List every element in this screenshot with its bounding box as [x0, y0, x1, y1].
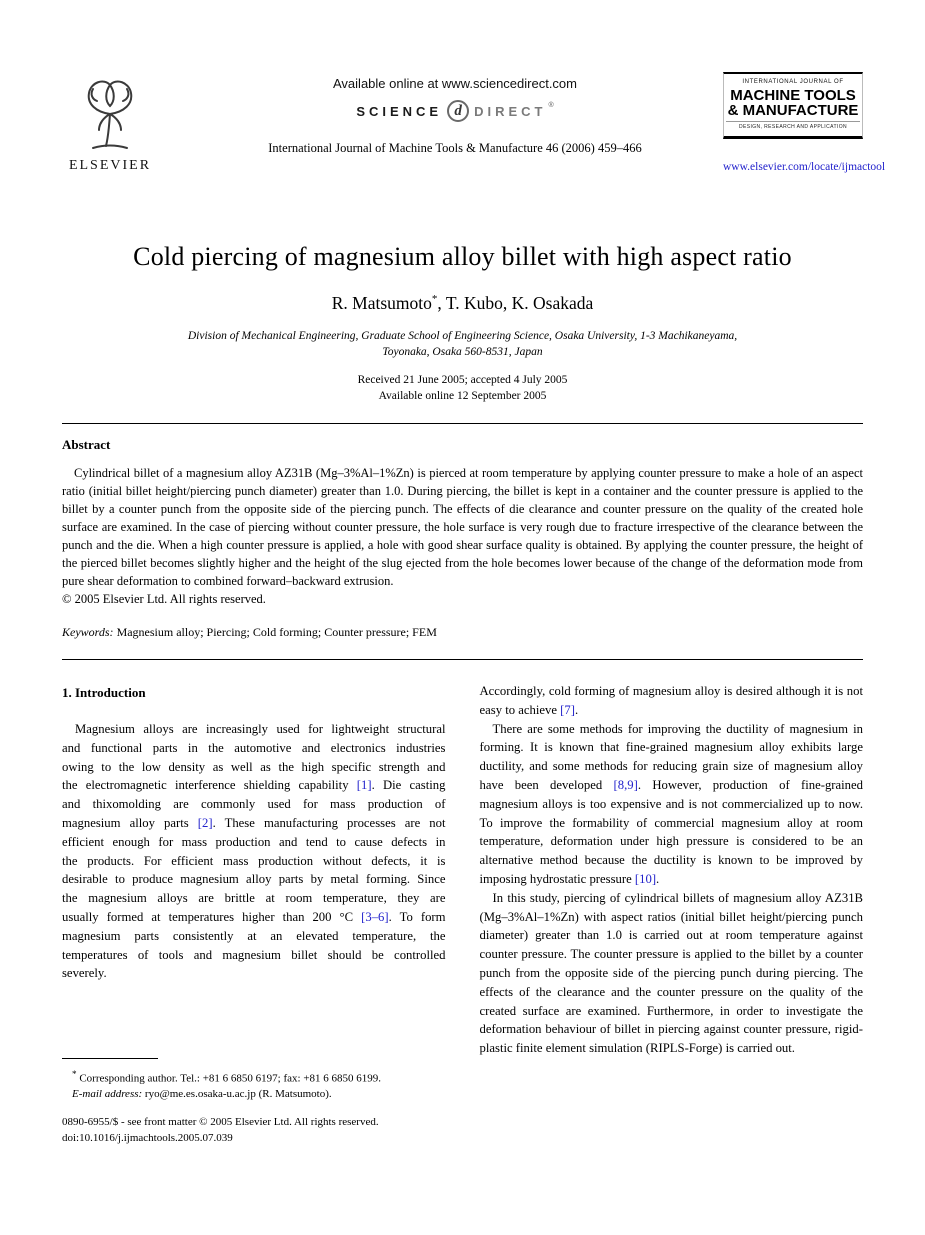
intro-paragraph-2: Accordingly, cold forming of magnesium alloy is desired although it is not easy to achieve [7].	[479, 684, 863, 717]
elsevier-tree-icon	[70, 70, 150, 152]
journal-citation-line: International Journal of Machine Tools & Manufacture 46 (2006) 459–466	[268, 141, 642, 155]
divider-rule-bottom	[62, 659, 863, 660]
available-online-text: Available online at www.sciencedirect.com	[333, 76, 577, 91]
sciencedirect-science-label: SCIENCE	[356, 103, 443, 119]
received-line: Received 21 June 2005; accepted 4 July 2005	[357, 374, 568, 386]
affiliation	[0, 329, 925, 360]
masthead-right	[723, 72, 886, 173]
keywords-text: Magnesium alloy; Piercing; Cold forming; Counter pressure; FEM	[113, 625, 437, 639]
journal-cover-thumbnail	[723, 72, 863, 139]
section-heading-introduction: 1. Introduction	[62, 685, 146, 700]
elsevier-logo	[60, 70, 160, 174]
abstract-copyright: © 2005 Elsevier Ltd. All rights reserved.	[62, 592, 266, 606]
citation-link[interactable]: [10]	[634, 871, 657, 886]
footnote-marker: *	[72, 1069, 77, 1079]
masthead-center	[230, 76, 680, 156]
footnote-corresponding-text: Corresponding author. Tel.: +81 6 6850 6197; fax: +81 6 6850 6199.	[76, 1072, 382, 1085]
authors-line	[0, 293, 925, 314]
intro-paragraph-4: In this study, piercing of cylindrical billets of magnesium alloy AZ31B (Mg–3%Al–1%Zn) with aspect ratios (initial billet height/piercing punch diameter) greater than 1.0 is carried out at room temperature against counter pressure. The counter pressure is applied to the billet by a counter punch from the opposite side of the piercing punch during piercing. The effects of the clearance and the counter pressure on the quality of the created surface are examined. Furthermore, in order to investigate the deformation behaviour of billet in piercing against counter pressure, rigid-plastic finite element simulation (RIPLS-Forge) is carried out.	[479, 890, 863, 1056]
footnote	[62, 1058, 447, 1102]
imprint	[62, 1114, 379, 1146]
journal-homepage-link[interactable]: www.elsevier.com/locate/ijmactool	[723, 161, 886, 173]
abstract-heading: Abstract	[62, 437, 111, 452]
issn-line: 0890-6955/$ - see front matter © 2005 Elsevier Ltd. All rights reserved.	[62, 1116, 379, 1128]
citation-link[interactable]: [3–6]	[361, 909, 389, 924]
author-first: R. Matsumoto	[331, 293, 432, 313]
sciencedirect-direct-label: DIRECT	[474, 103, 547, 119]
masthead	[0, 0, 925, 212]
article-dates	[0, 372, 925, 404]
sciencedirect-d-icon	[447, 100, 469, 122]
sciencedirect-d-letter: d	[454, 102, 462, 119]
left-column	[62, 682, 446, 1058]
right-column	[480, 682, 864, 1058]
available-online-line: Available online 12 September 2005	[378, 390, 547, 402]
corresponding-author-marker: *	[431, 293, 438, 306]
cover-line-manufacture: & MANUFACTURE	[727, 102, 859, 119]
cover-line-tagline: DESIGN, RESEARCH AND APPLICATION	[726, 121, 860, 130]
elsevier-wordmark: ELSEVIER	[68, 158, 152, 173]
keywords-line	[62, 625, 863, 640]
registered-mark-icon: ®	[548, 102, 554, 109]
divider-rule-top	[62, 423, 863, 424]
sciencedirect-logo	[230, 100, 680, 122]
doi-line: doi:10.1016/j.ijmachtools.2005.07.039	[62, 1132, 233, 1144]
affiliation-line-2: Toyonaka, Osaka 560-8531, Japan	[382, 345, 543, 358]
footnote-line-2	[62, 1087, 447, 1102]
email-label: E-mail address:	[72, 1087, 143, 1100]
keywords-label: Keywords:	[62, 625, 114, 639]
citation-link[interactable]: [8,9]	[613, 777, 638, 792]
author-rest: , T. Kubo, K. Osakada	[437, 293, 594, 313]
affiliation-line-1: Division of Mechanical Engineering, Graduate School of Engineering Science, Osaka University, 1-3 Machikaneyama,	[187, 330, 738, 342]
body-columns	[62, 682, 863, 1058]
article-title: Cold piercing of magnesium alloy billet with high aspect ratio	[133, 242, 792, 271]
intro-paragraph-1: Magnesium alloys are increasingly used for lightweight structural and functional parts in the automotive and electronics industries owing to the low density as well as the high specific strength and the electromagnetic interference shielding capability [1]. Die casting and thixomolding are commonly used for mass production of magnesium alloy parts [2]. These manufacturing processes are not efficient enough for mass production and tend to cause defects in the products. For efficient mass production without defects, it is desirable to produce magnesium alloy parts by metal forming. Since the magnesium alloys are brittle at room temperature, they are usually formed at temperatures higher than 200 °C [3–6]. To form magnesium parts consistently at an elevated temperature, the temperatures of tools and magnesium billet should be controlled severely.	[62, 722, 446, 981]
footnote-rule	[62, 1058, 158, 1059]
footnote-line-1	[62, 1067, 447, 1087]
cover-line-machine-tools: MACHINE TOOLS	[730, 87, 856, 104]
abstract-text: Cylindrical billet of a magnesium alloy AZ31B (Mg–3%Al–1%Zn) is pierced at room temperature by applying counter pressure to make a hole of an aspect ratio (initial billet height/piercing punch diameter) greater than 1.0. During piercing, the billet is kept in a container and the counter pressure is applied to the billet by a counter punch from the opposite side of the piercing punch. The effects of die clearance and counter pressure on the quality of the created hole surface are examined. In the case of piercing without counter pressure, the hole surface is very rough due to fracture irrespective of the clearance between the punch and the die. When a high counter pressure is applied, a hole with good shear surface quality is obtained. By applying the counter pressure, the height of the pierced billet becomes slightly higher and the height of the slug ejected from the hole becomes lower because of the change of the deformation mode from pure shear deformation to combined forward–backward extrusion.	[62, 466, 863, 588]
citation-link[interactable]: [7]	[560, 702, 575, 717]
email-address: ryo@me.es.osaka-u.ac.jp (R. Matsumoto).	[142, 1087, 332, 1100]
cover-line-international: INTERNATIONAL JOURNAL OF	[742, 79, 844, 85]
citation-link[interactable]: [1]	[356, 778, 372, 793]
citation-link[interactable]: [2]	[197, 815, 213, 830]
intro-paragraph-3: There are some methods for improving the ductility of magnesium in forming. It is known that fine-grained magnesium alloy exhibits large ductility, and some methods for reducing grain size of magnesium alloy have been developed [8,9]. However, production of fine-grained magnesium alloys is too expensive and is not commercialized up to now. To improve the formability of commercial magnesium alloy at room temperature, deformation under high pressure is considered to be an alternative method because the ductility is known to be improved by imposing hydrostatic pressure [10].	[479, 721, 863, 886]
abstract-section	[62, 437, 863, 640]
